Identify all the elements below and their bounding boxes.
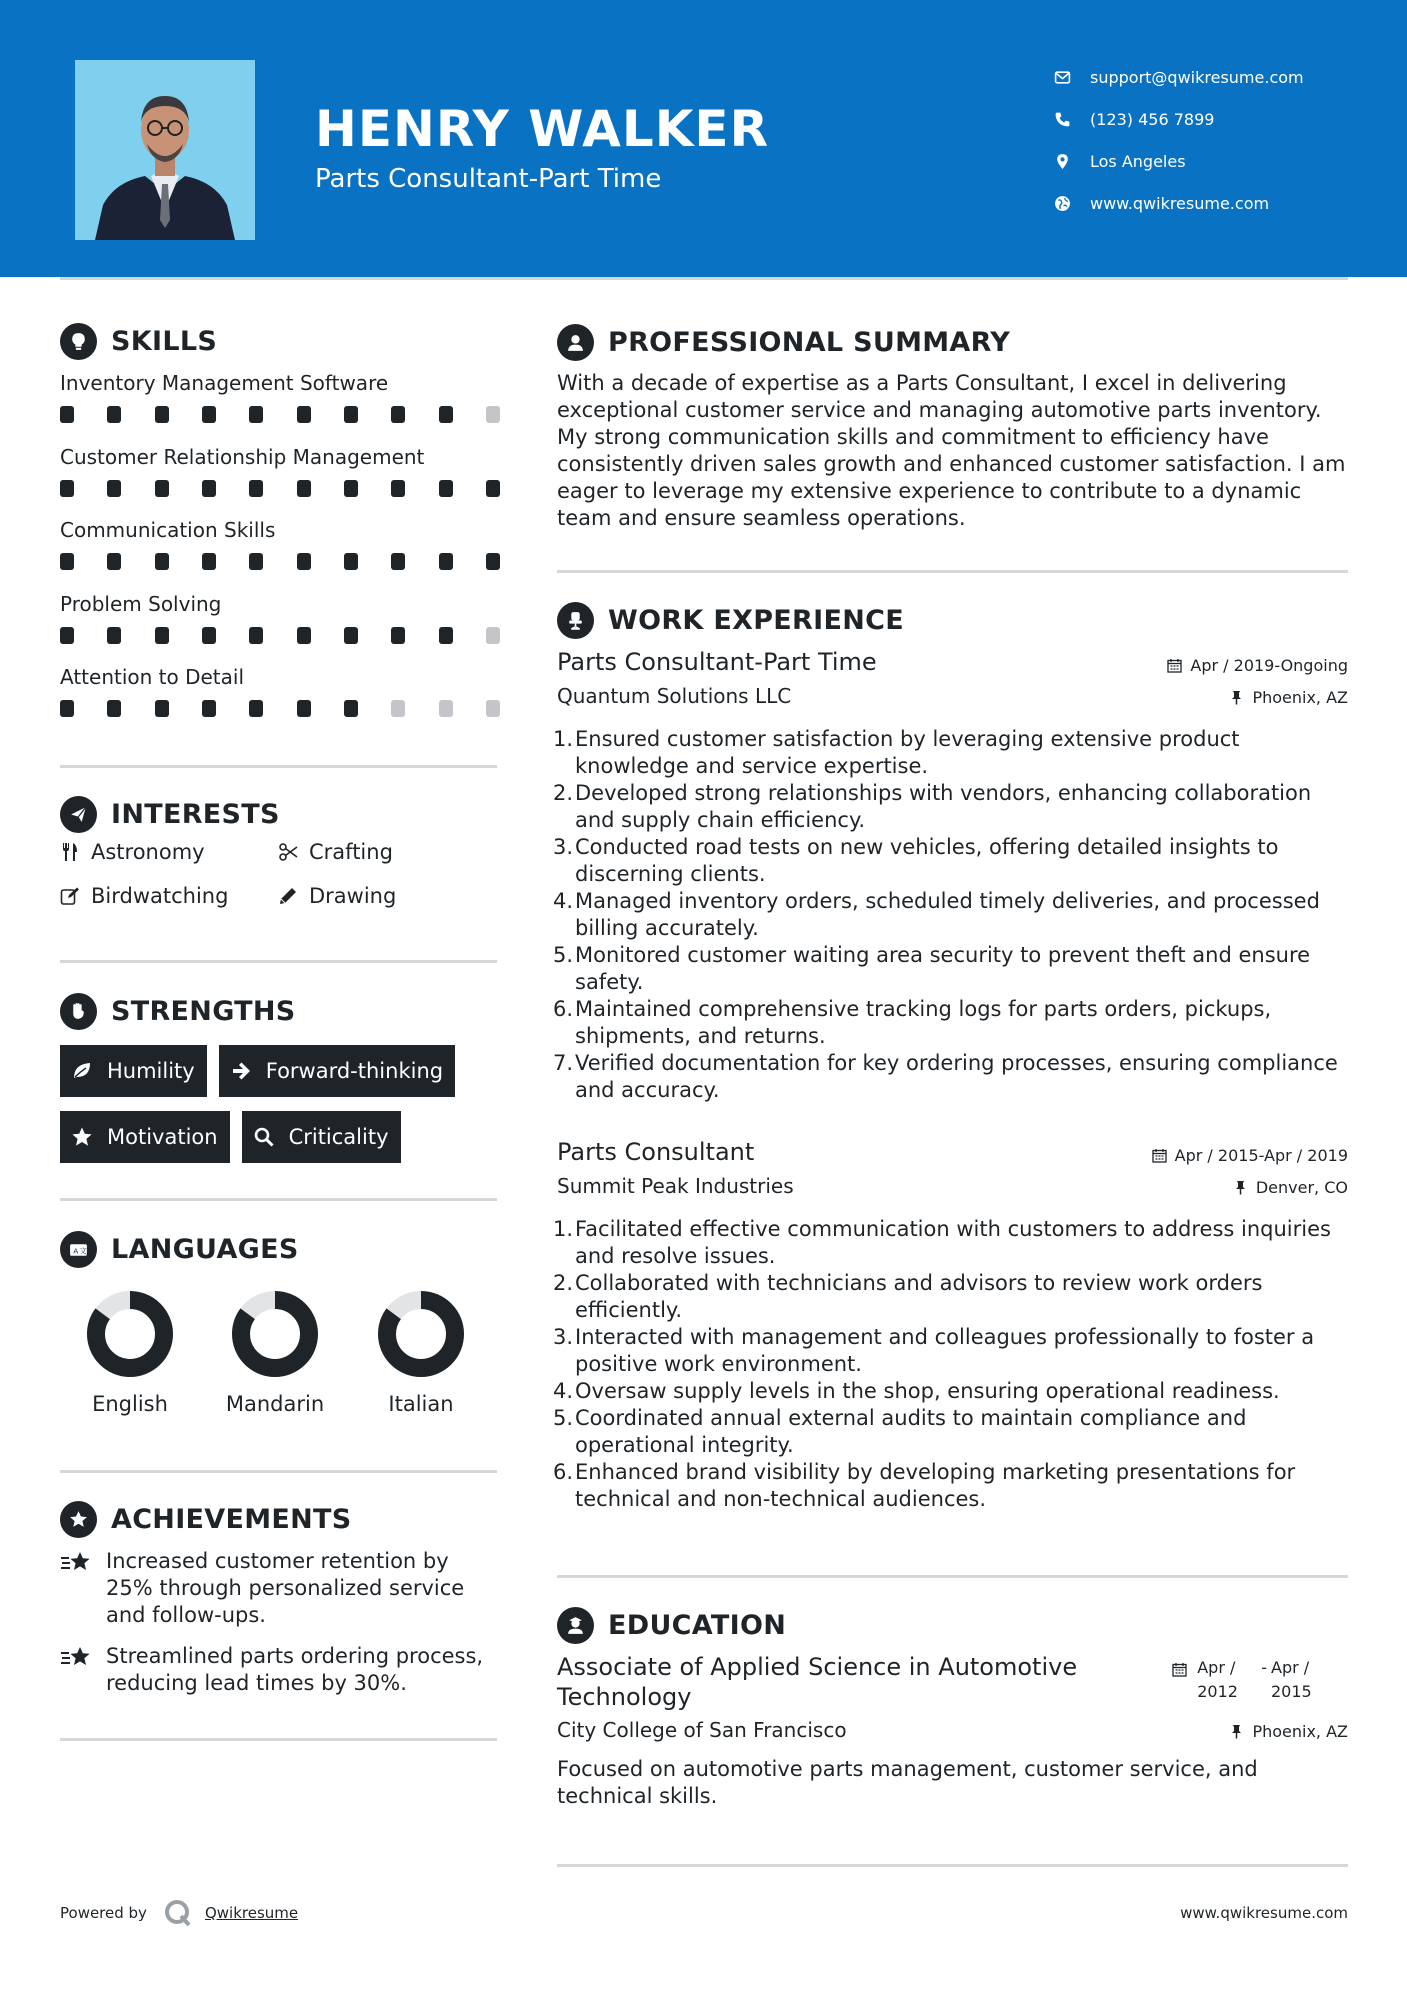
- search-icon: [253, 1126, 275, 1148]
- skill-name: Attention to Detail: [60, 665, 245, 689]
- skill-dot: [107, 553, 121, 570]
- interest-label: Drawing: [309, 883, 397, 908]
- skill-item: [60, 444, 500, 518]
- skill-dot: [249, 627, 263, 644]
- calendar-icon: [1167, 658, 1182, 673]
- job-company: Summit Peak Industries: [557, 1174, 794, 1198]
- contact-location: [1054, 140, 1384, 182]
- skill-rating: [60, 553, 500, 570]
- skill-rating: [60, 700, 500, 717]
- section-divider: [60, 1470, 497, 1473]
- strengths-title: STRENGTHS: [111, 996, 296, 1027]
- skill-dot: [486, 700, 500, 717]
- education-heading: [557, 1607, 786, 1644]
- skill-dot: [297, 553, 311, 570]
- language-level-ring: [231, 1290, 319, 1378]
- language-name: English: [92, 1392, 168, 1416]
- skill-dot: [344, 627, 358, 644]
- job-bullet: Monitored customer waiting area security to prevent theft and ensure safety.: [575, 943, 1311, 994]
- candidate-name: HENRY WALKER: [315, 100, 770, 158]
- summary-title: PROFESSIONAL SUMMARY: [608, 327, 1011, 358]
- skills-heading: [60, 323, 217, 360]
- skill-dot: [486, 406, 500, 423]
- star-badge-icon: [60, 1501, 97, 1538]
- achievement-text: Increased customer retention by 25% through personalized service and follow-ups.: [106, 1549, 465, 1627]
- skill-item: [60, 591, 500, 665]
- job-location-text: Denver, CO: [1255, 1178, 1348, 1197]
- resume-header: [0, 0, 1407, 277]
- office-chair-icon: [557, 602, 594, 639]
- powered-by-label: Powered by: [60, 1904, 147, 1922]
- experience-title: WORK EXPERIENCE: [608, 605, 904, 636]
- strength-label: Criticality: [288, 1125, 389, 1149]
- svg-text:文: 文: [79, 1246, 87, 1256]
- degree-title: Associate of Applied Science in Automotive Technology: [557, 1653, 1078, 1711]
- job-bullets: [557, 1216, 1348, 1513]
- skill-dot: [60, 406, 74, 423]
- language-icon: [60, 1231, 97, 1268]
- header-divider: [60, 277, 1348, 280]
- skill-dot: [60, 627, 74, 644]
- job-title: Parts Consultant-Part Time: [557, 648, 877, 676]
- contact-email-text: support@qwikresume.com: [1090, 67, 1304, 87]
- skill-dot: [202, 553, 216, 570]
- skill-dot: [391, 553, 405, 570]
- job-company: Quantum Solutions LLC: [557, 684, 792, 708]
- skill-dot: [60, 700, 74, 717]
- skill-dot: [439, 627, 453, 644]
- skill-dot: [297, 406, 311, 423]
- languages-heading: [60, 1231, 299, 1268]
- interest-item: [60, 884, 278, 907]
- language-name: Italian: [388, 1392, 454, 1416]
- skill-rating: [60, 406, 500, 423]
- envelope-icon: [1054, 69, 1090, 86]
- skill-dot: [107, 700, 121, 717]
- profile-photo: [75, 60, 255, 240]
- strength-tag: [60, 1045, 207, 1097]
- languages-title: LANGUAGES: [111, 1234, 299, 1265]
- skill-dot: [391, 627, 405, 644]
- skill-dot: [297, 627, 311, 644]
- skill-dot: [107, 406, 121, 423]
- job-title: Parts Consultant: [557, 1138, 755, 1166]
- phone-icon: [1054, 111, 1090, 128]
- section-divider: [60, 765, 497, 768]
- job-location: [1229, 688, 1348, 707]
- language-item: [351, 1290, 491, 1416]
- star-icon: [71, 1126, 93, 1148]
- skill-rating: [60, 627, 500, 644]
- education-end: Apr / 2015: [1271, 1658, 1312, 1701]
- dash-separator: -: [1261, 1658, 1267, 1677]
- job-dates: [1167, 656, 1348, 675]
- skill-dot: [391, 700, 405, 717]
- section-divider: [60, 1198, 497, 1201]
- skills-list: [60, 370, 500, 738]
- skill-dot: [60, 553, 74, 570]
- experience-heading: [557, 602, 904, 639]
- education-description: Focused on automotive parts management, customer service, and technical skills.: [557, 1757, 1258, 1808]
- contact-website-text: www.qwikresume.com: [1090, 193, 1270, 213]
- language-item: [60, 1290, 200, 1416]
- utensils-icon: [60, 842, 80, 862]
- skill-dot: [107, 627, 121, 644]
- achievement-item: [60, 1643, 500, 1697]
- pin-icon: [1229, 690, 1244, 705]
- skill-dot: [486, 553, 500, 570]
- job-dates: [1152, 1146, 1348, 1165]
- skills-title: SKILLS: [111, 326, 218, 357]
- skill-dot: [155, 700, 169, 717]
- language-name: Mandarin: [225, 1392, 325, 1416]
- section-divider: [60, 1738, 497, 1741]
- interest-label: Birdwatching: [91, 883, 229, 908]
- skill-dot: [249, 480, 263, 497]
- skill-dot: [155, 406, 169, 423]
- school-name: City College of San Francisco: [557, 1718, 847, 1742]
- skill-item: [60, 664, 500, 738]
- paper-plane-icon: [60, 796, 97, 833]
- job-bullet: Facilitated effective communication with customers to address inquiries and resolve issues.: [575, 1217, 1331, 1268]
- user-icon: [557, 324, 594, 361]
- education-start: Apr / 2012: [1197, 1658, 1238, 1701]
- job-bullet: Enhanced brand visibility by developing marketing presentations for technical and non-technical audiences.: [575, 1460, 1296, 1511]
- skill-dot: [391, 406, 405, 423]
- section-divider: [557, 1864, 1348, 1867]
- globe-icon: [1054, 195, 1090, 212]
- qwikresume-logo-icon: [163, 1898, 193, 1928]
- skill-dot: [155, 480, 169, 497]
- job-bullet: Verified documentation for key ordering processes, ensuring compliance and accuracy.: [575, 1051, 1338, 1102]
- section-divider: [557, 570, 1348, 573]
- shooting-star-icon: [60, 1643, 94, 1673]
- skill-item: [60, 517, 500, 591]
- fist-icon: [60, 993, 97, 1030]
- contact-phone-text: (123) 456 7899: [1090, 109, 1215, 129]
- candidate-role: Parts Consultant-Part Time: [315, 164, 662, 194]
- svg-text:A: A: [73, 1246, 79, 1256]
- skill-dot: [344, 700, 358, 717]
- strengths-heading: [60, 993, 296, 1030]
- summary-text: With a decade of expertise as a Parts Consultant, I excel in delivering exceptional customer service and managing automotive parts inventory. My strong communication skills and commitment to efficiency have consistently driven sales growth and enhanced customer satisfaction. I am eager to leverage my extensive experience to contribute to a dynamic team and ensure seamless operations.: [557, 371, 1346, 530]
- job-location-text: Phoenix, AZ: [1252, 688, 1348, 707]
- skill-dot: [107, 480, 121, 497]
- contact-website[interactable]: [1054, 182, 1384, 224]
- job-bullet: Coordinated annual external audits to maintain compliance and operational integrity.: [575, 1406, 1247, 1457]
- job-bullet: Collaborated with technicians and advisors to review work orders efficiently.: [575, 1271, 1263, 1322]
- contact-location-text: Los Angeles: [1090, 151, 1186, 171]
- job-entry: [557, 1138, 1348, 1513]
- calendar-icon: [1172, 1662, 1187, 1677]
- leaf-icon: [71, 1060, 93, 1082]
- language-item: [205, 1290, 345, 1416]
- interests-title: INTERESTS: [111, 799, 280, 830]
- skill-dot: [486, 480, 500, 497]
- skill-dot: [202, 700, 216, 717]
- skill-dot: [202, 480, 216, 497]
- interests-heading: [60, 796, 280, 833]
- language-level-ring: [377, 1290, 465, 1378]
- skill-dot: [391, 480, 405, 497]
- strength-label: Motivation: [107, 1125, 218, 1149]
- skill-name: Problem Solving: [60, 591, 222, 616]
- interest-item: [278, 884, 498, 907]
- interests-list: [60, 840, 500, 907]
- pin-icon: [1233, 1180, 1248, 1195]
- job-bullet: Conducted road tests on new vehicles, offering detailed insights to discerning clients.: [575, 835, 1279, 886]
- interest-label: Crafting: [309, 839, 393, 864]
- achievements-list: [60, 1548, 500, 1711]
- interest-item: [60, 840, 278, 863]
- pin-icon: [1229, 1724, 1244, 1739]
- skill-dot: [344, 480, 358, 497]
- strength-label: Forward-thinking: [265, 1059, 444, 1083]
- education-dates: [1172, 1656, 1319, 1704]
- skill-dot: [60, 480, 74, 497]
- edit-icon: [60, 886, 80, 906]
- section-divider: [557, 1575, 1348, 1578]
- skill-dot: [297, 480, 311, 497]
- skill-name: Customer Relationship Management: [60, 444, 425, 469]
- contact-email[interactable]: [1054, 56, 1384, 98]
- skill-dot: [249, 406, 263, 423]
- achievement-item: [60, 1548, 500, 1629]
- skill-dot: [344, 553, 358, 570]
- skill-dot: [249, 553, 263, 570]
- skill-dot: [344, 406, 358, 423]
- job-bullet: Developed strong relationships with vendors, enhancing collaboration and supply chain efficiency.: [575, 781, 1312, 832]
- job-bullet: Interacted with management and colleagues professionally to foster a positive work environment.: [575, 1325, 1315, 1376]
- achievements-title: ACHIEVEMENTS: [111, 1504, 352, 1535]
- arrow-right-icon: [230, 1060, 252, 1082]
- graduate-icon: [557, 1607, 594, 1644]
- job-dates-text: Apr / 2019-Ongoing: [1190, 656, 1348, 675]
- skill-dot: [155, 627, 169, 644]
- strength-tag: [242, 1111, 401, 1163]
- footer-brand: [60, 1898, 298, 1928]
- skill-dot: [439, 700, 453, 717]
- calendar-icon: [1152, 1148, 1167, 1163]
- job-location: [1233, 1178, 1348, 1197]
- job-bullet: Oversaw supply levels in the shop, ensuring operational readiness.: [575, 1379, 1280, 1403]
- skill-dot: [249, 700, 263, 717]
- skill-dot: [439, 480, 453, 497]
- skill-dot: [439, 553, 453, 570]
- language-level-ring: [86, 1290, 174, 1378]
- job-bullet: Ensured customer satisfaction by leveraging extensive product knowledge and service expertise.: [575, 727, 1240, 778]
- skill-dot: [439, 406, 453, 423]
- contact-list: [1054, 56, 1384, 224]
- section-divider: [60, 960, 497, 963]
- lightbulb-icon: [60, 323, 97, 360]
- map-marker-icon: [1054, 153, 1090, 170]
- skill-dot: [486, 627, 500, 644]
- scissors-icon: [278, 842, 298, 862]
- skill-dot: [297, 700, 311, 717]
- education-entry: [557, 1652, 1348, 1810]
- summary-heading: [557, 324, 1010, 361]
- education-location-text: Phoenix, AZ: [1252, 1722, 1348, 1741]
- education-title: EDUCATION: [608, 1610, 787, 1641]
- achievements-heading: [60, 1501, 352, 1538]
- interest-label: Astronomy: [91, 839, 205, 864]
- skill-dot: [155, 553, 169, 570]
- job-bullets: [557, 726, 1348, 1104]
- skill-item: [60, 370, 500, 444]
- strength-tag: [219, 1045, 455, 1097]
- strengths-list: [60, 1045, 500, 1177]
- interest-item: [278, 840, 498, 863]
- pencil-icon: [278, 886, 298, 906]
- strength-tag: [60, 1111, 230, 1163]
- skill-name: Inventory Management Software: [60, 371, 389, 395]
- contact-phone[interactable]: [1054, 98, 1384, 140]
- education-location: [1229, 1722, 1348, 1741]
- job-bullet: Maintained comprehensive tracking logs for parts orders, pickups, shipments, and returns.: [575, 997, 1272, 1048]
- skill-dot: [202, 406, 216, 423]
- qwikresume-link[interactable]: Qwikresume: [204, 1904, 299, 1922]
- job-entry: [557, 648, 1348, 1104]
- job-dates-text: Apr / 2015-Apr / 2019: [1174, 1146, 1348, 1165]
- strength-label: Humility: [107, 1059, 195, 1083]
- job-bullet: Managed inventory orders, scheduled timely deliveries, and processed billing accurately.: [575, 889, 1320, 940]
- skill-name: Communication Skills: [60, 518, 276, 542]
- skill-dot: [202, 627, 216, 644]
- skill-rating: [60, 480, 500, 497]
- shooting-star-icon: [60, 1548, 94, 1578]
- achievement-text: Streamlined parts ordering process, reducing lead times by 30%.: [106, 1644, 484, 1695]
- footer-url[interactable]: www.qwikresume.com: [1180, 1904, 1348, 1922]
